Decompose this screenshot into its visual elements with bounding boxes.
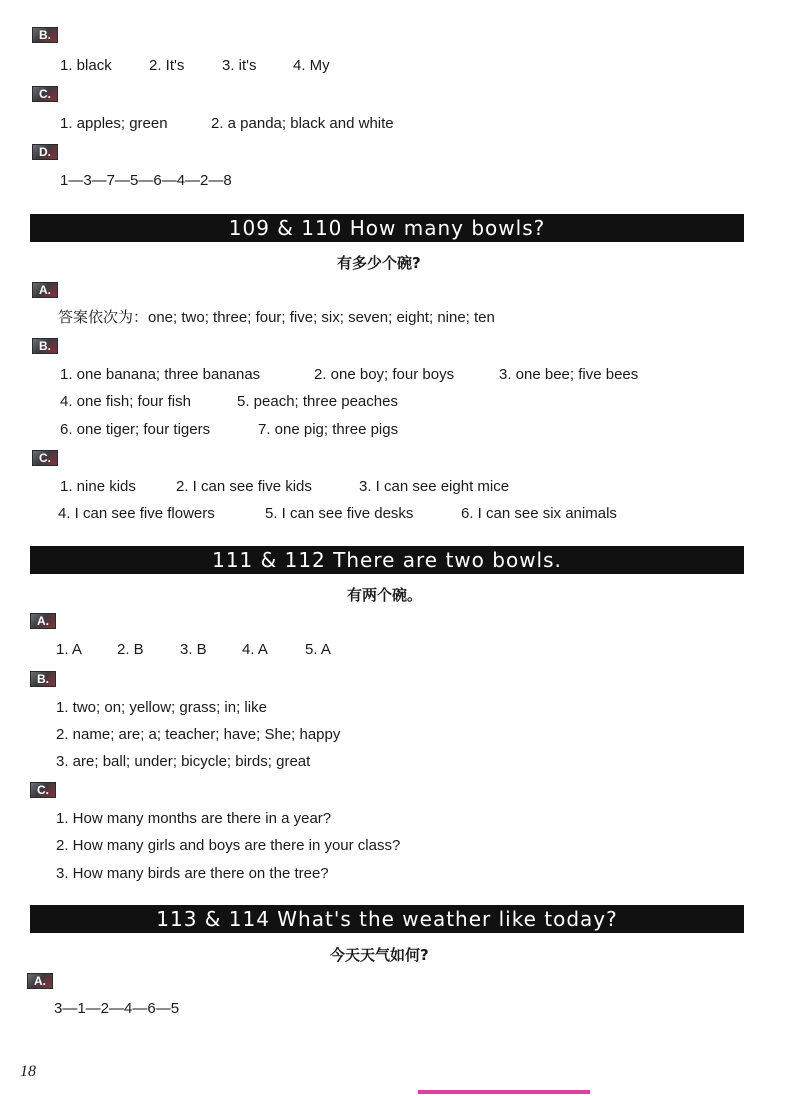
section-a-badge: A. xyxy=(30,613,56,629)
answer-item: 5. A xyxy=(305,641,331,658)
answer-item: 3. one bee; five bees xyxy=(499,366,639,383)
answer-line: 1. How many months are there in a year? xyxy=(56,810,332,827)
answer-text: 答案依次为：one; two; three; four; five; six; seven; eight; nine; ten xyxy=(58,309,495,326)
answer-item: 2. a panda; black and white xyxy=(211,115,394,132)
answer-line: 1. two; on; yellow; grass; in; like xyxy=(56,699,267,716)
answer-line: 2. name; are; a; teacher; have; She; happy xyxy=(56,726,341,743)
answer-item: 3. I can see eight mice xyxy=(359,478,510,495)
decorative-bar xyxy=(418,1090,590,1094)
answer-item: 6. one tiger; four tigers xyxy=(60,421,211,438)
answer-line: 3. are; ball; under; bicycle; birds; great xyxy=(56,753,311,770)
section-c-badge: C. xyxy=(30,782,56,798)
section-a-badge: A. xyxy=(32,282,58,298)
answer-item: 2. It's xyxy=(149,57,185,74)
section-title-banner: 111 & 112 There are two bowls. xyxy=(30,546,744,574)
answer-sequence: 3—1—2—4—6—5 xyxy=(54,1000,180,1017)
section-a-badge: A. xyxy=(27,973,53,989)
answer-item: 1. apples; green xyxy=(60,115,168,132)
answer-item: 1. A xyxy=(56,641,82,658)
section-d-badge: D. xyxy=(32,144,58,160)
answer-item: 4. I can see five flowers xyxy=(58,505,215,522)
answer-item: 3. B xyxy=(180,641,207,658)
section-b-badge: B. xyxy=(32,338,58,354)
answer-line: 2. How many girls and boys are there in your class? xyxy=(56,837,401,854)
page-number: 18 xyxy=(20,1063,36,1080)
answer-item: 5. peach; three peaches xyxy=(237,393,398,410)
section-title-banner: 109 & 110 How many bowls? xyxy=(30,214,744,242)
answer-item: 2. one boy; four boys xyxy=(314,366,455,383)
answer-item: 1. black xyxy=(60,57,112,74)
answer-item: 2. B xyxy=(117,641,144,658)
section-title-banner: 113 & 114 What's the weather like today? xyxy=(30,905,744,933)
answer-sequence: 1—3—7—5—6—4—2—8 xyxy=(60,172,232,189)
section-subtitle: 有多少个碗? xyxy=(337,254,421,272)
answer-item: 3. it's xyxy=(222,57,257,74)
section-c-badge: C. xyxy=(32,450,58,466)
answer-item: 4. A xyxy=(242,641,268,658)
answer-item: 6. I can see six animals xyxy=(461,505,617,522)
answer-item: 4. one fish; four fish xyxy=(60,393,191,410)
answer-line: 3. How many birds are there on the tree? xyxy=(56,865,329,882)
answer-item: 4. My xyxy=(293,57,330,74)
section-b-badge: B. xyxy=(30,671,56,687)
section-subtitle: 今天天气如何? xyxy=(330,946,429,964)
answer-item: 5. I can see five desks xyxy=(265,505,414,522)
section-subtitle: 有两个碗。 xyxy=(347,586,423,604)
answer-row xyxy=(60,115,394,169)
answer-row xyxy=(60,421,399,475)
section-c-badge: C. xyxy=(32,86,58,102)
section-b-badge: B. xyxy=(32,27,58,43)
answer-item: 7. one pig; three pigs xyxy=(258,421,399,438)
answer-item: 1. one banana; three bananas xyxy=(60,366,261,383)
answer-item: 2. I can see five kids xyxy=(176,478,312,495)
answer-item: 1. nine kids xyxy=(60,478,136,495)
